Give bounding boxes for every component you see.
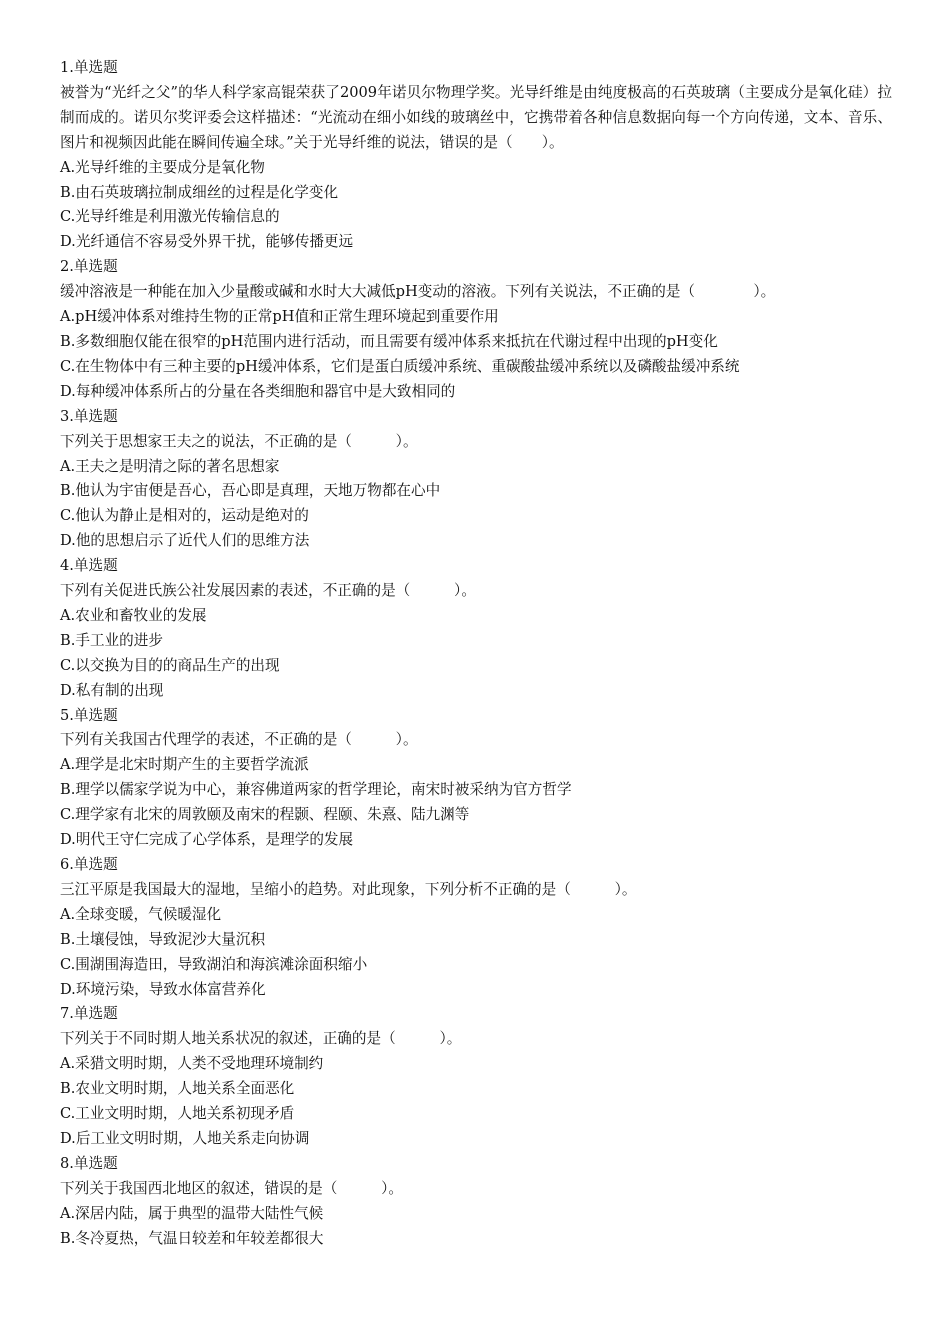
option-d: D.后工业文明时期，人地关系走向协调 bbox=[60, 1129, 310, 1147]
question-6 bbox=[60, 853, 892, 1002]
question-stem: 下列有关我国古代理学的表述，不正确的是（ ）。 bbox=[60, 731, 418, 749]
option-b: B.冬冷夏热，气温日较差和年较差都很大 bbox=[60, 1229, 324, 1247]
question-header: 1.单选题 bbox=[60, 59, 118, 76]
question-header: 4.单选题 bbox=[60, 557, 118, 575]
question-header: 3.单选题 bbox=[60, 407, 118, 425]
question-stem: 下列有关促进氏族公社发展因素的表述，不正确的是（ ）。 bbox=[60, 582, 476, 600]
option-b: B.由石英玻璃拉制成细丝的过程是化学变化 bbox=[60, 183, 339, 201]
question-stem: 下列关于思想家王夫之的说法，不正确的是（ ）。 bbox=[60, 432, 418, 450]
option-b: B.他认为宇宙便是吾心，吾心即是真理，天地万物都在心中 bbox=[60, 482, 441, 500]
question-stem: 缓冲溶液是一种能在加入少量酸或碱和水时大大减低pH变动的溶液。下列有关说法，不正确的是（ ）。 bbox=[60, 283, 776, 301]
question-stem: 被誉为“光纤之父”的华人科学家高锟荣获了2009年诺贝尔物理学奖。光导纤维是由纯度极高的石英玻璃（主要成分是氧化硅）拉制而成的。诺贝尔奖评委会这样描述：“光流动在细小如线的玻璃丝中，它携带着各种信息数据向每一个方向传递，文本、音乐、图片和视频因此能在瞬间传遍全球。”关于光导纤维的说法，错误的是（ ）。 bbox=[60, 83, 892, 151]
option-d: D.私有制的出现 bbox=[60, 681, 164, 699]
option-a: A.全球变暖，气候暖湿化 bbox=[60, 905, 222, 923]
option-b: B.手工业的进步 bbox=[60, 631, 163, 649]
question-header: 5.单选题 bbox=[60, 706, 118, 724]
question-1 bbox=[60, 56, 892, 255]
option-c: C.以交换为目的的商品生产的出现 bbox=[60, 656, 280, 674]
option-a: A.深居内陆，属于典型的温带大陆性气候 bbox=[60, 1204, 324, 1222]
option-c: C.光导纤维是利用激光传输信息的 bbox=[60, 208, 280, 226]
option-a: A.王夫之是明清之际的著名思想家 bbox=[60, 457, 280, 475]
question-5 bbox=[60, 704, 892, 853]
exam-page bbox=[60, 56, 892, 1252]
question-2 bbox=[60, 255, 892, 404]
option-c: C.在生物体中有三种主要的pH缓冲体系，它们是蛋白质缓冲系统、重碳酸盐缓冲系统以及磷酸盐缓冲系统 bbox=[60, 357, 740, 375]
option-c: C.理学家有北宋的周敦颐及南宋的程颢、程颐、朱熹、陆九渊等 bbox=[60, 806, 470, 824]
question-header: 7.单选题 bbox=[60, 1005, 118, 1023]
question-header: 8.单选题 bbox=[60, 1154, 118, 1172]
question-stem: 三江平原是我国最大的湿地，呈缩小的趋势。对此现象，下列分析不正确的是（ ）。 bbox=[60, 880, 637, 898]
question-stem: 下列关于不同时期人地关系状况的叙述，正确的是（ ）。 bbox=[60, 1030, 462, 1048]
question-3 bbox=[60, 405, 892, 554]
option-a: A.光导纤维的主要成分是氧化物 bbox=[60, 158, 265, 176]
option-d: D.他的思想启示了近代人们的思维方法 bbox=[60, 532, 310, 550]
option-a: A.pH缓冲体系对维持生物的正常pH值和正常生理环境起到重要作用 bbox=[60, 308, 499, 326]
option-a: A.采猎文明时期，人类不受地理环境制约 bbox=[60, 1055, 324, 1073]
option-c: C.工业文明时期，人地关系初现矛盾 bbox=[60, 1105, 295, 1123]
question-stem: 下列关于我国西北地区的叙述，错误的是（ ）。 bbox=[60, 1179, 403, 1197]
option-b: B.理学以儒家学说为中心，兼容佛道两家的哲学理论，南宋时被采纳为官方哲学 bbox=[60, 781, 572, 799]
question-header: 6.单选题 bbox=[60, 856, 118, 873]
option-c: C.他认为静止是相对的，运动是绝对的 bbox=[60, 507, 309, 525]
question-header: 2.单选题 bbox=[60, 258, 118, 276]
option-d: D.环境污染，导致水体富营养化 bbox=[60, 980, 266, 998]
option-a: A.理学是北宋时期产生的主要哲学流派 bbox=[60, 756, 309, 774]
option-b: B.多数细胞仅能在很窄的pH范围内进行活动，而且需要有缓冲体系来抵抗在代谢过程中出现的pH变化 bbox=[60, 332, 718, 350]
option-b: B.农业文明时期，人地关系全面恶化 bbox=[60, 1080, 295, 1098]
option-d: D.明代王守仁完成了心学体系，是理学的发展 bbox=[60, 831, 354, 849]
option-b: B.土壤侵蚀，导致泥沙大量沉积 bbox=[60, 930, 266, 948]
question-8 bbox=[60, 1152, 892, 1252]
question-7 bbox=[60, 1002, 892, 1151]
option-a: A.农业和畜牧业的发展 bbox=[60, 606, 207, 624]
option-d: D.每种缓冲体系所占的分量在各类细胞和器官中是大致相同的 bbox=[60, 382, 456, 400]
question-4 bbox=[60, 554, 892, 703]
option-c: C.围湖围海造田，导致湖泊和海滨滩涂面积缩小 bbox=[60, 955, 368, 973]
option-d: D.光纤通信不容易受外界干扰，能够传播更远 bbox=[60, 233, 354, 251]
